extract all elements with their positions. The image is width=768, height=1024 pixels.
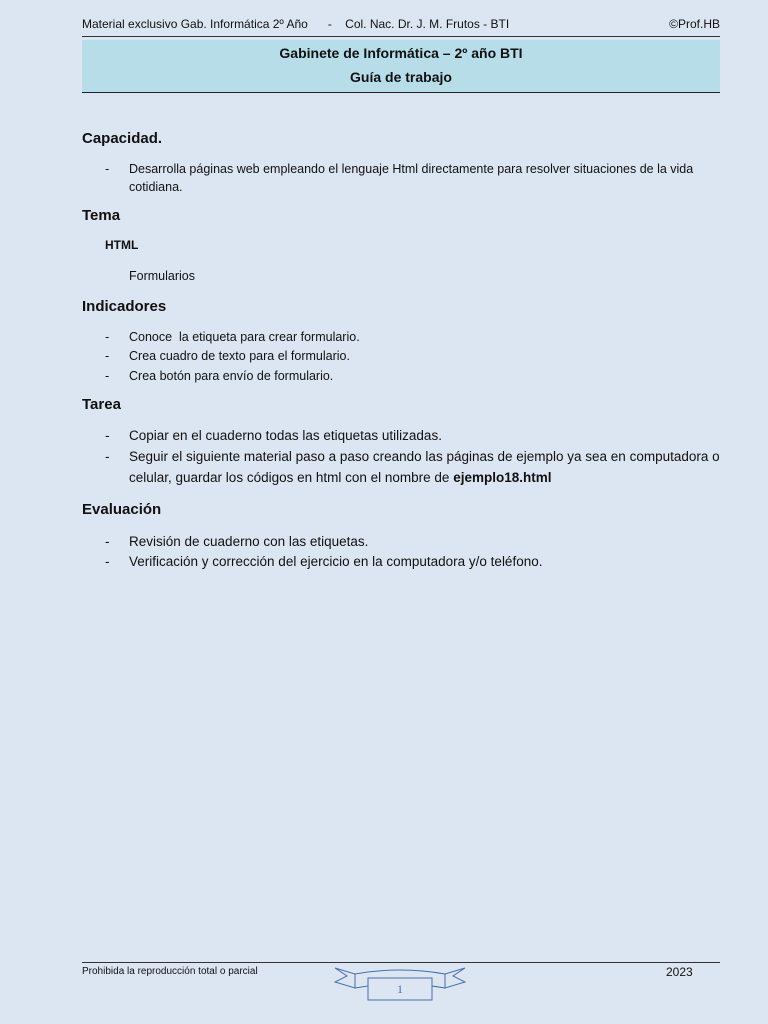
list-item-text: Crea cuadro de texto para el formulario. xyxy=(129,349,350,363)
header-divider xyxy=(82,36,720,37)
list-item-text: Copiar en el cuaderno todas las etiquetas utilizadas. xyxy=(129,428,442,443)
list-item-text: Revisión de cuaderno con las etiquetas. xyxy=(129,534,369,549)
list-item-text xyxy=(129,446,721,488)
heading-tarea: Tarea xyxy=(82,396,121,413)
heading-tema: Tema xyxy=(82,207,121,224)
document-title: Gabinete de Informática – 2º año BTI xyxy=(279,45,523,61)
list-marker: - xyxy=(105,162,110,176)
list-marker: - xyxy=(105,349,110,363)
page-number: 1 xyxy=(397,982,403,996)
document-subtitle: Guía de trabajo xyxy=(350,69,452,85)
list-item-text-main: Seguir el siguiente material paso a paso creando las páginas de ejemplo ya sea en computadora o celular, guardar los códigos en html con el nombre de xyxy=(129,449,720,485)
heading-capacidad: Capacidad. xyxy=(82,130,163,147)
footer-year: 2023 xyxy=(666,965,693,979)
list-item-text: Verificación y corrección del ejercicio en la computadora y/o teléfono. xyxy=(129,554,543,569)
list-item-text: Desarrolla páginas web empleando el lenguaje Html directamente para resolver situaciones de la vida cotidiana. xyxy=(129,162,694,194)
list-marker: - xyxy=(105,554,110,569)
list-marker: - xyxy=(105,449,110,464)
page-header xyxy=(82,17,720,35)
title-band xyxy=(82,40,720,93)
list-marker: - xyxy=(105,534,110,549)
filename-bold: ejemplo18.html xyxy=(453,470,552,485)
tema-subject: HTML xyxy=(105,238,139,252)
footer-notice: Prohibida la reproducción total o parcial xyxy=(82,966,258,977)
footer-divider xyxy=(82,962,720,963)
header-left-text: Material exclusivo Gab. Informática 2º Año - Col. Nac. Dr. J. M. Frutos - BTI xyxy=(82,17,510,31)
header-right-text: ©Prof.HB xyxy=(669,17,720,31)
list-item-text: Conoce la etiqueta para crear formulario. xyxy=(129,330,360,344)
list-marker: - xyxy=(105,369,110,383)
list-marker: - xyxy=(105,330,110,344)
list-marker: - xyxy=(105,428,110,443)
heading-indicadores: Indicadores xyxy=(82,298,167,315)
list-item-text: Crea botón para envío de formulario. xyxy=(129,369,334,383)
tema-topic: Formularios xyxy=(129,269,195,283)
heading-evaluacion: Evaluación xyxy=(82,501,162,518)
